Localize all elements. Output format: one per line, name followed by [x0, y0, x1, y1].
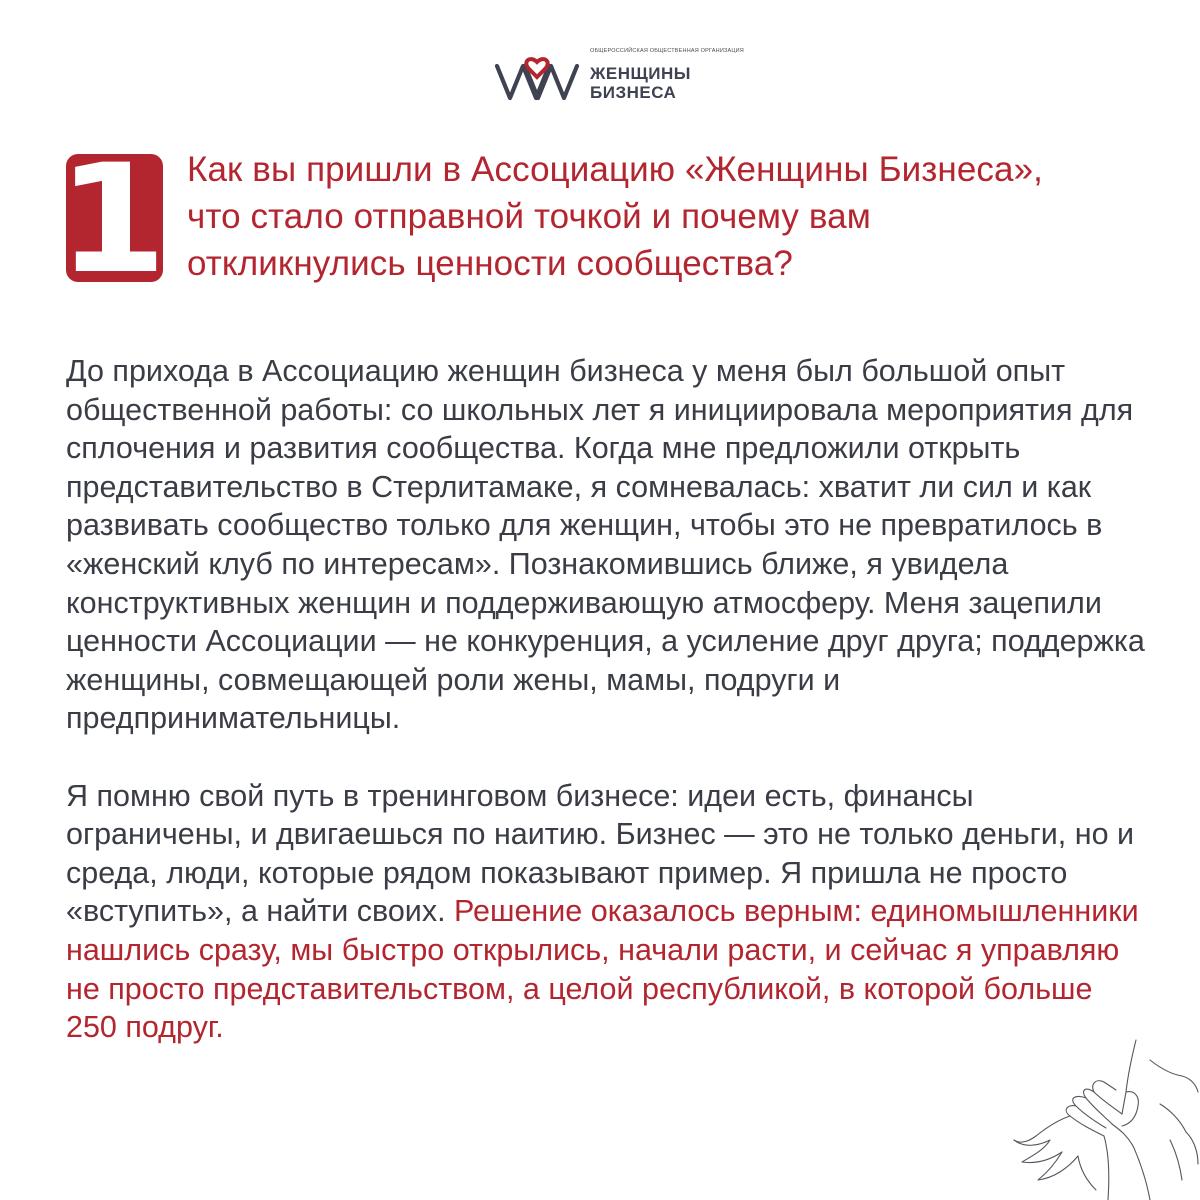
answer-paragraph-2 — [66, 777, 1146, 1047]
answer-paragraph-1: До прихода в Ассоциацию женщин бизнеса у меня был большой опыт общественной работы: со школьных лет я инициировала мероприятия для сплочения и развития сообщества. Когда мне предложили открыть представительство в Стерлитамаке, я сомневалась: хватит ли сил и как развивать сообщество только для женщин, чтобы это не превратилось в «женский клуб по интересам». Познакомившись ближе, я увидела конструктивных женщин и поддерживающую атмосферу. Меня зацепили ценности Ассоциации — не конкуренция, а усиление друг друга; поддержка женщины, совмещающей роли жены, мамы, подруги и предпринимательницы. — [66, 354, 1145, 736]
question-heading: Как вы пришли в Ассоциацию «Женщины Бизнеса», что стало отправной точкой и почему вам откликнулись ценности сообщества? — [187, 150, 1043, 283]
answer-paragraph-2-highlight: Решение оказалось верным: единомышленники нашлись сразу, мы быстро открылись, начали расти, и сейчас я управляю не просто представительством, а целой республикой, в которой больше 250 подруг. — [66, 894, 1139, 1045]
brand-logo — [494, 46, 744, 108]
answer-body — [66, 352, 1146, 1047]
answer-paragraph-2-plain: Я помню свой путь в тренинговом бизнесе: идеи есть, финансы ограничены, и двигаешься по наитию. Бизнес — это не только деньги, но и среда, люди, которые рядом показывают пример. Я пришла не просто «вступить», а найти своих. — [66, 778, 1135, 929]
logo-title — [590, 64, 691, 102]
logo-caption: ОБЩЕРОССИЙСКАЯ ОБЩЕСТВЕННАЯ ОРГАНИЗАЦИЯ — [590, 48, 744, 54]
ww-heart-logo-icon — [494, 52, 580, 104]
logo-title-line2: БИЗНЕСА — [590, 83, 677, 102]
logo-title-line1: ЖЕНЩИНЫ — [590, 64, 691, 83]
question-number-badge — [57, 133, 168, 307]
hand-drawing-sketch-icon — [1010, 1040, 1200, 1200]
question-number: 1 — [57, 133, 168, 307]
